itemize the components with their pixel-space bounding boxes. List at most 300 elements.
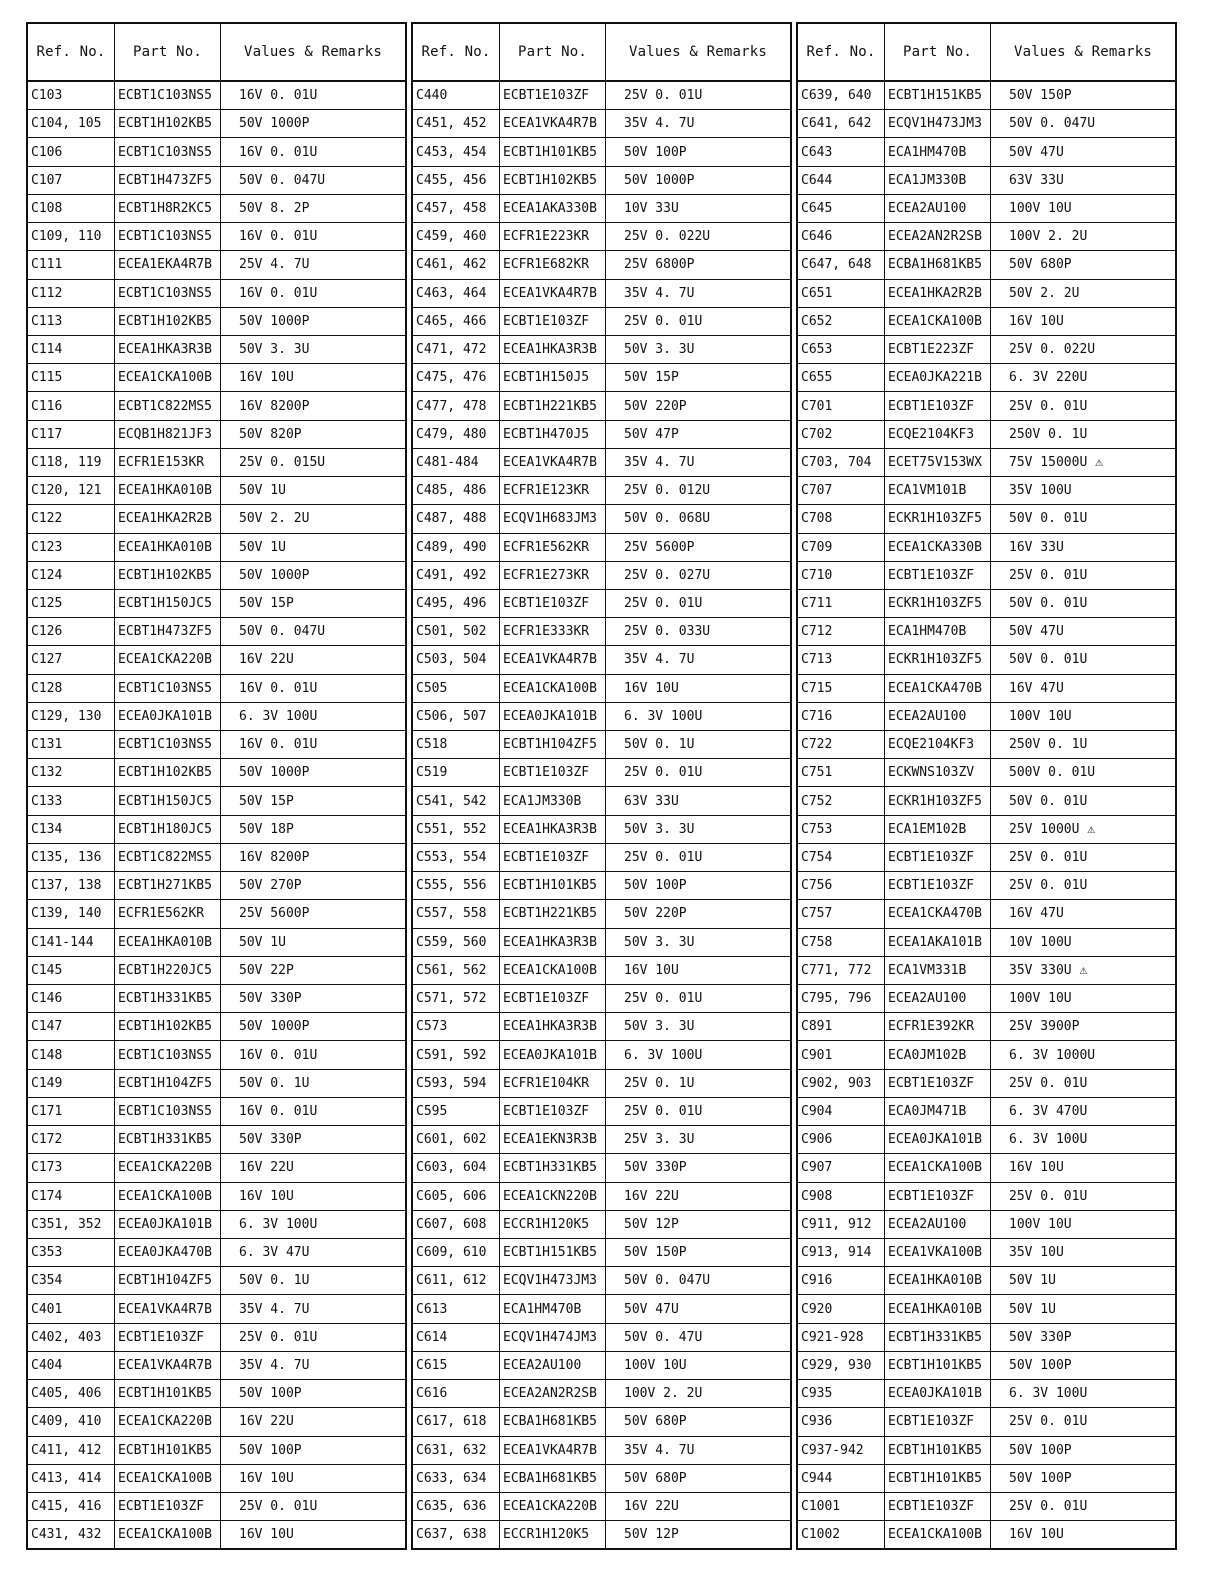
cell-part-no: ECFR1E333KR [500, 618, 606, 645]
cell-values-remarks: 50V 0. 068U [624, 511, 711, 527]
table-row [28, 167, 405, 195]
table-row [798, 618, 1175, 646]
table-row [413, 1239, 790, 1267]
table-row [28, 138, 405, 166]
table-row [798, 675, 1175, 703]
table-row [413, 1098, 790, 1126]
cell-ref-no: C703, 704 [798, 449, 885, 476]
cell-values-remarks: 16V 22U [239, 652, 294, 668]
cell-values-remarks: 50V 0. 047U [239, 624, 326, 640]
cell-part-no: ECBT1H102KB5 [500, 167, 606, 194]
cell-ref-no: C495, 496 [413, 590, 500, 617]
cell-values-remarks: 16V 10U [624, 680, 679, 696]
cell-values-remarks: 16V 0. 01U [239, 144, 318, 160]
cell-part-no: ECEA1CKA220B [115, 1154, 221, 1181]
cell-ref-no: C613 [413, 1295, 500, 1322]
cell-values-remarks: 50V 820P [239, 426, 302, 442]
cell-ref-no: C118, 119 [28, 449, 115, 476]
cell-ref-no: C635, 636 [413, 1493, 500, 1520]
cell-part-no: ECBT1E103ZF [500, 590, 606, 617]
cell-ref-no: C715 [798, 675, 885, 702]
table-row [413, 787, 790, 815]
cell-values-remarks: 50V 18P [239, 821, 294, 837]
cell-values-remarks: 35V 4. 7U [239, 1357, 310, 1373]
cell-values-remarks: 50V 0. 047U [1009, 116, 1096, 132]
cell-part-no: ECBT1C103NS5 [115, 138, 221, 165]
cell-ref-no: C137, 138 [28, 872, 115, 899]
cell-part-no: ECEA1CKA330B [885, 534, 991, 561]
cell-values-remarks: 100V 2. 2U [1009, 229, 1088, 245]
cell-part-no: ECEA0JKA101B [115, 703, 221, 730]
cell-values-remarks: 50V 150P [624, 1245, 687, 1261]
cell-part-no: ECBT1H221KB5 [500, 900, 606, 927]
cell-ref-no: C506, 507 [413, 703, 500, 730]
table-row [28, 1324, 405, 1352]
cell-part-no: ECFR1E153KR [115, 449, 221, 476]
cell-ref-no: C908 [798, 1183, 885, 1210]
cell-values-remarks: 6. 3V 220U [1009, 370, 1088, 386]
cell-values-remarks: 50V 1000P [239, 313, 310, 329]
cell-values-remarks: 50V 150P [1009, 88, 1072, 104]
cell-part-no: ECBT1H150J5 [500, 364, 606, 391]
cell-values-remarks: 50V 330P [624, 1160, 687, 1176]
cell-part-no: ECA1VM331B [885, 957, 991, 984]
cell-ref-no: C411, 412 [28, 1437, 115, 1464]
cell-values-remarks: 50V 1000P [239, 567, 310, 583]
cell-part-no: ECBT1E103ZF [500, 759, 606, 786]
cell-part-no: ECA1VM101B [885, 477, 991, 504]
cell-ref-no: C149 [28, 1070, 115, 1097]
cell-ref-no: C145 [28, 957, 115, 984]
cell-part-no: ECBT1H331KB5 [885, 1324, 991, 1351]
table-row [28, 872, 405, 900]
cell-values-remarks: 25V 6800P [624, 257, 695, 273]
table-row [413, 1267, 790, 1295]
table-row [28, 675, 405, 703]
table-row [28, 421, 405, 449]
cell-part-no: ECBT1E103ZF [500, 82, 606, 109]
cell-part-no: ECEA2AU100 [885, 985, 991, 1012]
table-row [798, 1154, 1175, 1182]
table-row [798, 392, 1175, 420]
table-row [28, 759, 405, 787]
cell-values-remarks: 25V 5600P [239, 906, 310, 922]
cell-values-remarks: 50V 1000P [624, 172, 695, 188]
cell-values-remarks: 25V 0. 022U [1009, 342, 1096, 358]
cell-part-no: ECBT1E103ZF [885, 1183, 991, 1210]
cell-values-remarks: 35V 4. 7U [624, 454, 695, 470]
table-row [28, 957, 405, 985]
cell-ref-no: C116 [28, 392, 115, 419]
cell-values-remarks: 25V 0. 01U [1009, 398, 1088, 414]
cell-values-remarks: 50V 1U [1009, 1273, 1056, 1289]
cell-ref-no: C920 [798, 1295, 885, 1322]
cell-values-remarks: 16V 22U [624, 1188, 679, 1204]
cell-part-no: ECEA0JKA470B [115, 1239, 221, 1266]
cell-values-remarks: 25V 0. 01U [239, 1499, 318, 1515]
cell-ref-no: C795, 796 [798, 985, 885, 1012]
cell-ref-no: C916 [798, 1267, 885, 1294]
cell-ref-no: C752 [798, 787, 885, 814]
cell-ref-no: C461, 462 [413, 251, 500, 278]
cell-part-no: ECQV1H473JM3 [500, 1267, 606, 1294]
table-row [798, 929, 1175, 957]
cell-ref-no: C646 [798, 223, 885, 250]
cell-values-remarks: 50V 0. 47U [624, 1329, 703, 1345]
cell-ref-no: C571, 572 [413, 985, 500, 1012]
cell-values-remarks: 50V 3. 3U [624, 342, 695, 358]
cell-ref-no: C937-942 [798, 1437, 885, 1464]
cell-ref-no: C131 [28, 731, 115, 758]
cell-values-remarks: 25V 4. 7U [239, 257, 310, 273]
cell-values-remarks: 50V 1000P [239, 1019, 310, 1035]
table-row [798, 1408, 1175, 1436]
table-row [28, 1408, 405, 1436]
cell-ref-no: C707 [798, 477, 885, 504]
cell-ref-no: C351, 352 [28, 1211, 115, 1238]
table-row [413, 929, 790, 957]
cell-ref-no: C440 [413, 82, 500, 109]
table-header [413, 24, 790, 82]
cell-part-no: ECEA1HKA2R2B [115, 505, 221, 532]
cell-part-no: ECBT1C103NS5 [115, 223, 221, 250]
cell-part-no: ECFR1E123KR [500, 477, 606, 504]
cell-values-remarks: 35V 4. 7U [624, 285, 695, 301]
table-row [413, 1352, 790, 1380]
cell-part-no: ECFR1E273KR [500, 562, 606, 589]
cell-values-remarks: 16V 10U [239, 1188, 294, 1204]
cell-ref-no: C171 [28, 1098, 115, 1125]
cell-part-no: ECQV1H473JM3 [885, 110, 991, 137]
cell-part-no: ECA1JM330B [500, 787, 606, 814]
table-row [798, 1070, 1175, 1098]
cell-part-no: ECBT1H221KB5 [500, 392, 606, 419]
table-row [28, 449, 405, 477]
cell-ref-no: C551, 552 [413, 816, 500, 843]
header-ref-no: Ref. No. [413, 24, 500, 80]
cell-values-remarks: 100V 10U [1009, 1216, 1072, 1232]
cell-part-no: ECBT1H101KB5 [885, 1352, 991, 1379]
cell-part-no: ECA0JM471B [885, 1098, 991, 1125]
cell-values-remarks: 50V 0. 01U [1009, 793, 1088, 809]
header-values-remarks: Values & Remarks [628, 44, 768, 60]
cell-part-no: ECEA1CKA220B [115, 1408, 221, 1435]
cell-part-no: ECBT1C103NS5 [115, 675, 221, 702]
cell-part-no: ECET75V153WX [885, 449, 991, 476]
cell-ref-no: C555, 556 [413, 872, 500, 899]
cell-values-remarks: 50V 680P [624, 1470, 687, 1486]
cell-values-remarks: 50V 100P [239, 1386, 302, 1402]
cell-ref-no: C754 [798, 844, 885, 871]
cell-part-no: ECBT1H150JC5 [115, 787, 221, 814]
table-row [798, 703, 1175, 731]
cell-values-remarks: 16V 47U [1009, 906, 1064, 922]
cell-ref-no: C655 [798, 364, 885, 391]
header-part-no: Part No. [500, 24, 606, 80]
table-body [413, 82, 790, 1548]
table-row [413, 1041, 790, 1069]
cell-values-remarks: 25V 0. 01U [624, 88, 703, 104]
table-row [28, 618, 405, 646]
table-row [413, 1493, 790, 1521]
cell-ref-no: C593, 594 [413, 1070, 500, 1097]
cell-part-no: ECQV1H474JM3 [500, 1324, 606, 1351]
cell-ref-no: C501, 502 [413, 618, 500, 645]
table-row [28, 787, 405, 815]
cell-part-no: ECFR1E104KR [500, 1070, 606, 1097]
cell-values-remarks: 50V 0. 1U [239, 1075, 310, 1091]
cell-ref-no: C111 [28, 251, 115, 278]
cell-ref-no: C907 [798, 1154, 885, 1181]
table-row [28, 392, 405, 420]
table-row [413, 223, 790, 251]
table-row [798, 449, 1175, 477]
header-part-no: Part No. [115, 24, 221, 80]
cell-part-no: ECEA1CKA100B [500, 957, 606, 984]
cell-part-no: ECEA1CKA220B [115, 646, 221, 673]
cell-part-no: ECEA2AN2R2SB [500, 1380, 606, 1407]
cell-ref-no: C601, 602 [413, 1126, 500, 1153]
cell-ref-no: C353 [28, 1239, 115, 1266]
table-row [798, 336, 1175, 364]
cell-values-remarks: 50V 47U [624, 1301, 679, 1317]
cell-part-no: ECBT1E103ZF [500, 985, 606, 1012]
table-row [28, 1070, 405, 1098]
cell-values-remarks: 6. 3V 100U [1009, 1132, 1088, 1148]
cell-part-no: ECBT1H102KB5 [115, 1013, 221, 1040]
cell-values-remarks: 16V 0. 01U [239, 285, 318, 301]
cell-values-remarks: 50V 0. 047U [239, 172, 326, 188]
cell-values-remarks: 50V 47U [1009, 144, 1064, 160]
cell-ref-no: C518 [413, 731, 500, 758]
cell-part-no: ECBT1H180JC5 [115, 816, 221, 843]
cell-part-no: ECBT1E103ZF [885, 872, 991, 899]
parts-table-column-1 [26, 22, 407, 1550]
cell-part-no: ECEA0JKA101B [885, 1380, 991, 1407]
cell-ref-no: C108 [28, 195, 115, 222]
cell-values-remarks: 35V 4. 7U [624, 116, 695, 132]
cell-part-no: ECEA0JKA101B [115, 1211, 221, 1238]
cell-values-remarks: 50V 220P [624, 398, 687, 414]
cell-values-remarks: 35V 4. 7U [624, 652, 695, 668]
cell-ref-no: C103 [28, 82, 115, 109]
table-row [798, 1041, 1175, 1069]
cell-part-no: ECEA1VKA4R7B [500, 280, 606, 307]
cell-ref-no: C125 [28, 590, 115, 617]
cell-values-remarks: 50V 8. 2P [239, 200, 310, 216]
table-row [28, 1437, 405, 1465]
cell-values-remarks: 25V 0. 1U [624, 1075, 695, 1091]
cell-values-remarks: 50V 22P [239, 962, 294, 978]
cell-part-no: ECEA1VKA4R7B [500, 646, 606, 673]
cell-values-remarks: 50V 3. 3U [239, 342, 310, 358]
cell-ref-no: C616 [413, 1380, 500, 1407]
cell-part-no: ECBT1H102KB5 [115, 562, 221, 589]
table-row [413, 308, 790, 336]
table-row [413, 1126, 790, 1154]
cell-values-remarks: 100V 10U [1009, 991, 1072, 1007]
cell-part-no: ECEA1CKN220B [500, 1183, 606, 1210]
cell-part-no: ECBT1C103NS5 [115, 1098, 221, 1125]
cell-values-remarks: 16V 10U [239, 1470, 294, 1486]
table-row [28, 1380, 405, 1408]
cell-values-remarks: 50V 330P [239, 991, 302, 1007]
table-row [28, 110, 405, 138]
table-row [413, 1013, 790, 1041]
cell-values-remarks: 25V 0. 01U [1009, 850, 1088, 866]
table-row [798, 477, 1175, 505]
parts-table-column-3 [796, 22, 1177, 1550]
cell-ref-no: C913, 914 [798, 1239, 885, 1266]
cell-ref-no: C611, 612 [413, 1267, 500, 1294]
cell-values-remarks: 50V 1000P [239, 116, 310, 132]
table-row [798, 562, 1175, 590]
cell-ref-no: C126 [28, 618, 115, 645]
table-row [798, 1267, 1175, 1295]
cell-part-no: ECEA0JKA101B [500, 703, 606, 730]
cell-values-remarks: 50V 0. 047U [624, 1273, 711, 1289]
cell-values-remarks: 100V 10U [624, 1357, 687, 1373]
table-row [798, 1211, 1175, 1239]
cell-part-no: ECFR1E562KR [500, 534, 606, 561]
cell-ref-no: C722 [798, 731, 885, 758]
cell-part-no: ECFR1E392KR [885, 1013, 991, 1040]
cell-values-remarks: 25V 0. 01U [624, 991, 703, 1007]
cell-values-remarks: 50V 3. 3U [624, 821, 695, 837]
table-row [28, 82, 405, 110]
cell-values-remarks: 50V 100P [624, 144, 687, 160]
cell-ref-no: C415, 416 [28, 1493, 115, 1520]
table-row [798, 590, 1175, 618]
table-row [28, 251, 405, 279]
cell-values-remarks: 100V 10U [1009, 708, 1072, 724]
cell-values-remarks: 16V 22U [239, 1160, 294, 1176]
cell-part-no: ECQE2104KF3 [885, 731, 991, 758]
cell-values-remarks: 50V 1000P [239, 765, 310, 781]
table-row [28, 1211, 405, 1239]
cell-part-no: ECBA1H681KB5 [885, 251, 991, 278]
table-row [28, 1267, 405, 1295]
cell-part-no: ECFR1E223KR [500, 223, 606, 250]
cell-ref-no: C173 [28, 1154, 115, 1181]
cell-values-remarks: 10V 33U [624, 200, 679, 216]
cell-part-no: ECBT1E103ZF [115, 1493, 221, 1520]
table-row [413, 844, 790, 872]
cell-ref-no: C457, 458 [413, 195, 500, 222]
cell-ref-no: C354 [28, 1267, 115, 1294]
cell-values-remarks: 16V 10U [1009, 313, 1064, 329]
cell-part-no: ECBT1E223ZF [885, 336, 991, 363]
table-row [798, 1013, 1175, 1041]
cell-values-remarks: 500V 0. 01U [1009, 765, 1096, 781]
cell-ref-no: C645 [798, 195, 885, 222]
table-row [413, 392, 790, 420]
table-row [413, 957, 790, 985]
cell-part-no: ECBT1H104ZF5 [115, 1267, 221, 1294]
cell-values-remarks: 16V 0. 01U [239, 1103, 318, 1119]
cell-ref-no: C413, 414 [28, 1465, 115, 1492]
cell-values-remarks: 50V 270P [239, 878, 302, 894]
cell-part-no: ECBT1E103ZF [500, 308, 606, 335]
cell-part-no: ECQV1H683JM3 [500, 505, 606, 532]
cell-part-no: ECBT1H101KB5 [500, 138, 606, 165]
cell-part-no: ECEA1HKA010B [115, 477, 221, 504]
cell-part-no: ECEA2AU100 [885, 703, 991, 730]
cell-part-no: ECFR1E682KR [500, 251, 606, 278]
header-part-no: Part No. [885, 24, 991, 80]
cell-part-no: ECEA1CKA100B [115, 1521, 221, 1548]
cell-part-no: ECEA1CKA470B [885, 675, 991, 702]
cell-values-remarks: 250V 0. 1U [1009, 737, 1088, 753]
cell-values-remarks: 25V 0. 01U [624, 850, 703, 866]
table-body [28, 82, 405, 1548]
cell-part-no: ECBT1H271KB5 [115, 872, 221, 899]
cell-ref-no: C123 [28, 534, 115, 561]
cell-part-no: ECA1HM470B [885, 618, 991, 645]
cell-ref-no: C465, 466 [413, 308, 500, 335]
table-row [413, 280, 790, 308]
cell-values-remarks: 6. 3V 47U [239, 1245, 310, 1261]
cell-ref-no: C936 [798, 1408, 885, 1435]
cell-ref-no: C709 [798, 534, 885, 561]
table-row [798, 82, 1175, 110]
cell-part-no: ECA0JM102B [885, 1041, 991, 1068]
table-row [413, 1437, 790, 1465]
cell-ref-no: C104, 105 [28, 110, 115, 137]
cell-values-remarks: 6. 3V 100U [624, 708, 703, 724]
cell-part-no: ECEA0JKA101B [885, 1126, 991, 1153]
cell-part-no: ECEA1HKA010B [885, 1267, 991, 1294]
cell-ref-no: C617, 618 [413, 1408, 500, 1435]
table-row [798, 646, 1175, 674]
cell-values-remarks: 50V 3. 3U [624, 934, 695, 950]
cell-ref-no: C481-484 [413, 449, 500, 476]
table-row [28, 1126, 405, 1154]
cell-ref-no: C174 [28, 1183, 115, 1210]
cell-ref-no: C409, 410 [28, 1408, 115, 1435]
cell-values-remarks: 50V 0. 01U [1009, 652, 1088, 668]
cell-part-no: ECBT1E103ZF [885, 1408, 991, 1435]
table-row [798, 308, 1175, 336]
table-row [413, 985, 790, 1013]
table-row [413, 1324, 790, 1352]
cell-ref-no: C591, 592 [413, 1041, 500, 1068]
cell-ref-no: C148 [28, 1041, 115, 1068]
cell-values-remarks: 50V 2. 2U [1009, 285, 1080, 301]
table-row [798, 957, 1175, 985]
table-row [413, 251, 790, 279]
cell-ref-no: C614 [413, 1324, 500, 1351]
cell-part-no: ECEA2AU100 [885, 195, 991, 222]
table-row [28, 534, 405, 562]
cell-part-no: ECKWNS103ZV [885, 759, 991, 786]
cell-values-remarks: 25V 0. 01U [1009, 567, 1088, 583]
cell-values-remarks: 50V 15P [239, 596, 294, 612]
cell-part-no: ECBT1E103ZF [500, 1098, 606, 1125]
cell-part-no: ECEA1CKA100B [885, 1154, 991, 1181]
cell-part-no: ECBT1C822MS5 [115, 844, 221, 871]
table-row [28, 505, 405, 533]
cell-part-no: ECEA1HKA010B [115, 534, 221, 561]
cell-ref-no: C710 [798, 562, 885, 589]
cell-ref-no: C607, 608 [413, 1211, 500, 1238]
cell-values-remarks: 50V 15P [624, 370, 679, 386]
cell-part-no: ECBT1C103NS5 [115, 280, 221, 307]
cell-ref-no: C633, 634 [413, 1465, 500, 1492]
cell-values-remarks: 35V 330U ⚠ [1009, 962, 1088, 978]
table-row [798, 731, 1175, 759]
cell-part-no: ECBA1H681KB5 [500, 1465, 606, 1492]
